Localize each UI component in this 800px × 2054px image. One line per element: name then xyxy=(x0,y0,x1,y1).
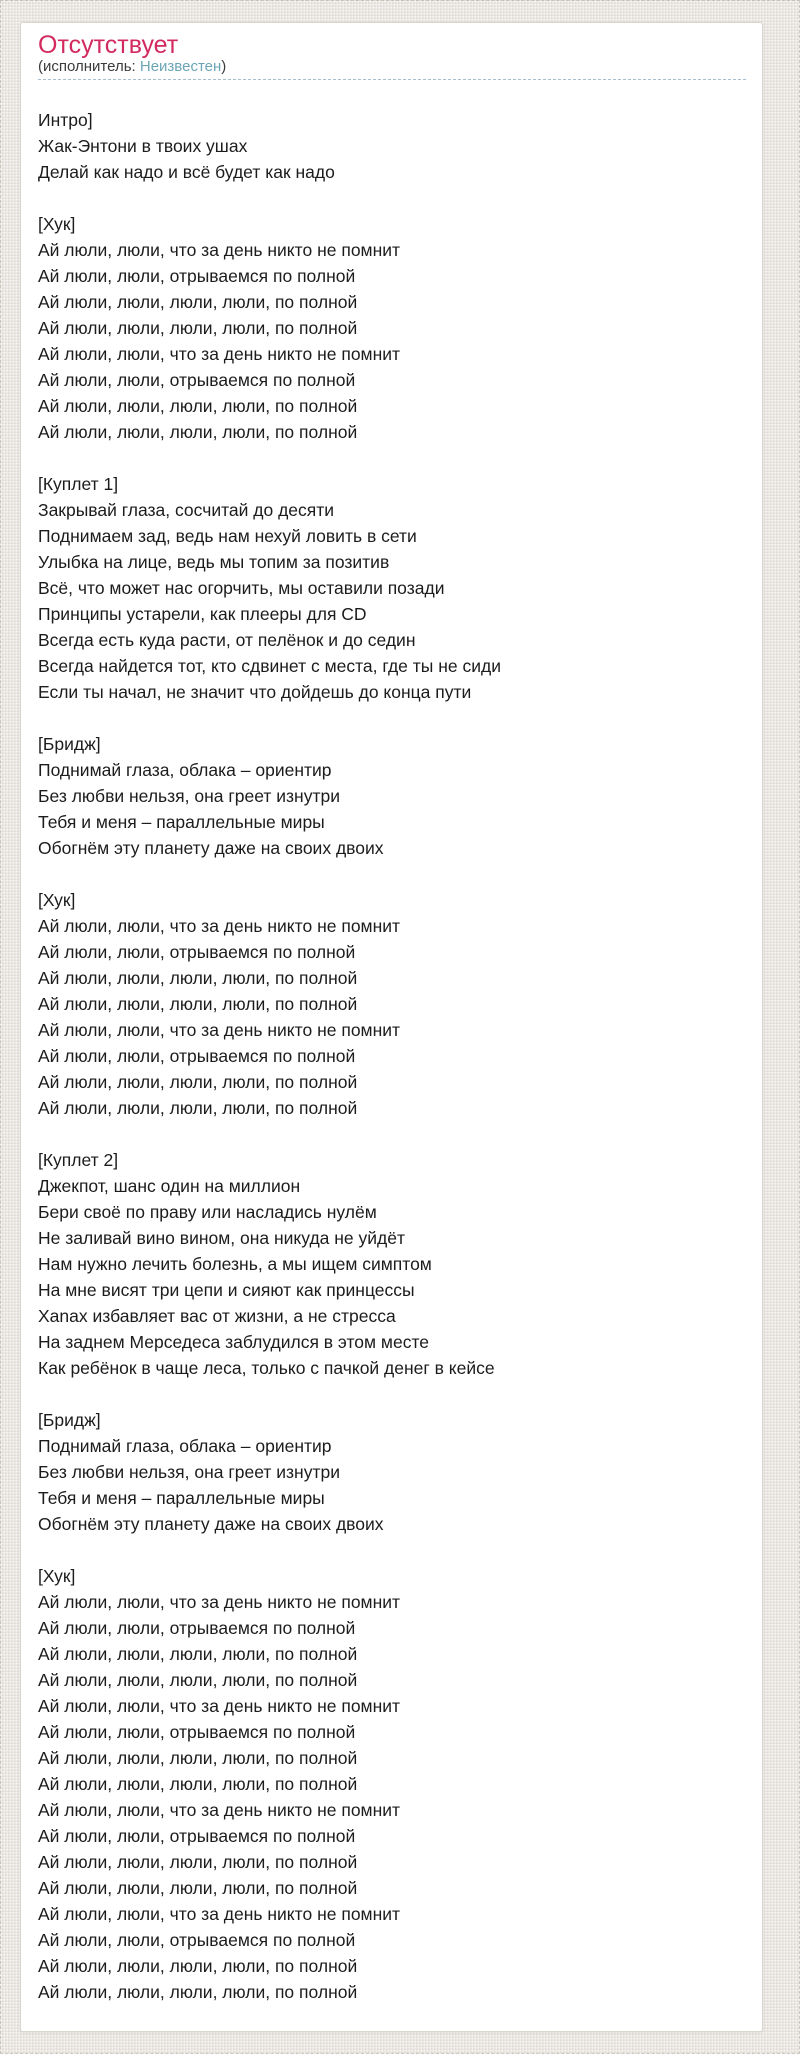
lyric-line: Поднимай глаза, облака – ориентир xyxy=(38,1436,332,1456)
lyric-line: Жак-Энтони в твоих ушах xyxy=(38,136,248,156)
lyric-line: Поднимай глаза, облака – ориентир xyxy=(38,760,332,780)
lyric-line: На мне висят три цепи и сияют как принцессы xyxy=(38,1280,415,1300)
lyric-line: Ай люли, люли, что за день никто не помнит xyxy=(38,1800,401,1820)
lyric-line: Ай люли, люли, отрываемся по полной xyxy=(38,1722,356,1742)
lyric-line: Джекпот, шанс один на миллион xyxy=(38,1176,301,1196)
lyric-line: Ай люли, люли, что за день никто не помнит xyxy=(38,344,401,364)
lyric-line: Ай люли, люли, люли, люли, по полной xyxy=(38,968,358,988)
lyric-line: Не заливай вино вином, она никуда не уйдёт xyxy=(38,1228,406,1248)
lyric-line: Ай люли, люли, люли, люли, по полной xyxy=(38,396,358,416)
lyric-line: Ай люли, люли, люли, люли, по полной xyxy=(38,292,358,312)
section-label: [Бридж] xyxy=(38,734,101,754)
lyric-line: Как ребёнок в чаще леса, только с пачкой денег в кейсе xyxy=(38,1358,495,1378)
lyrics-text xyxy=(38,107,746,2005)
lyric-line: Всегда найдется тот, кто сдвинет с места, где ты не сиди xyxy=(38,656,501,676)
lyric-line: Ай люли, люли, люли, люли, по полной xyxy=(38,1956,358,1976)
lyric-line: Обогнём эту планету даже на своих двоих xyxy=(38,838,384,858)
lyric-line: Ай люли, люли, что за день никто не помнит xyxy=(38,1904,401,1924)
lyric-line: Ай люли, люли, люли, люли, по полной xyxy=(38,1098,358,1118)
lyric-line: Ай люли, люли, отрываемся по полной xyxy=(38,942,356,962)
section-label: [Хук] xyxy=(38,214,76,234)
lyrics-block xyxy=(38,1147,746,1381)
song-title: Отсутствует xyxy=(38,31,179,59)
lyrics-block xyxy=(38,471,746,705)
lyric-line: Ай люли, люли, люли, люли, по полной xyxy=(38,994,358,1014)
lyrics-block xyxy=(38,1407,746,1537)
section-label: [Куплет 2] xyxy=(38,1150,119,1170)
artist-link[interactable]: Неизвестен xyxy=(139,58,222,75)
lyric-line: Ай люли, люли, отрываемся по полной xyxy=(38,370,356,390)
artist-prefix: (исполнитель: xyxy=(38,58,140,75)
lyric-line: Тебя и меня – параллельные миры xyxy=(38,1488,325,1508)
section-label: Интро] xyxy=(38,110,93,130)
lyric-line: Ай люли, люли, люли, люли, по полной xyxy=(38,1748,358,1768)
lyric-line: Ай люли, люли, что за день никто не помнит xyxy=(38,1696,401,1716)
lyric-line: Делай как надо и всё будет как надо xyxy=(38,162,335,182)
section-label: [Хук] xyxy=(38,890,76,910)
lyric-line: Улыбка на лице, ведь мы топим за позитив xyxy=(38,552,390,572)
lyrics-block xyxy=(38,211,746,445)
lyric-line: Xanax избавляет вас от жизни, а не стресса xyxy=(38,1306,396,1326)
lyric-line: Ай люли, люли, люли, люли, по полной xyxy=(38,1644,358,1664)
lyric-line: Без любви нельзя, она греет изнутри xyxy=(38,786,340,806)
lyric-line: Ай люли, люли, отрываемся по полной xyxy=(38,1930,356,1950)
lyric-line: Ай люли, люли, люли, люли, по полной xyxy=(38,1852,358,1872)
lyric-line: Нам нужно лечить болезнь, а мы ищем симптом xyxy=(38,1254,432,1274)
lyric-line: На заднем Мерседеса заблудился в этом месте xyxy=(38,1332,429,1352)
lyric-line: Всё, что может нас огорчить, мы оставили позади xyxy=(38,578,445,598)
lyric-line: Ай люли, люли, люли, люли, по полной xyxy=(38,1982,358,2002)
lyric-line: Ай люли, люли, что за день никто не помнит xyxy=(38,240,401,260)
lyric-line: Ай люли, люли, люли, люли, по полной xyxy=(38,422,358,442)
section-label: [Хук] xyxy=(38,1566,76,1586)
lyric-line: Тебя и меня – параллельные миры xyxy=(38,812,325,832)
lyric-line: Поднимаем зад, ведь нам нехуй ловить в сети xyxy=(38,526,417,546)
section-label: [Куплет 1] xyxy=(38,474,119,494)
lyric-line: Ай люли, люли, люли, люли, по полной xyxy=(38,1774,358,1794)
lyric-line: Ай люли, люли, люли, люли, по полной xyxy=(38,1072,358,1092)
lyric-line: Всегда есть куда расти, от пелёнок и до седин xyxy=(38,630,416,650)
lyric-line: Ай люли, люли, люли, люли, по полной xyxy=(38,318,358,338)
section-label: [Бридж] xyxy=(38,1410,101,1430)
lyrics-block xyxy=(38,1563,746,2005)
lyric-line: Ай люли, люли, отрываемся по полной xyxy=(38,266,356,286)
lyric-line: Ай люли, люли, отрываемся по полной xyxy=(38,1826,356,1846)
lyrics-block xyxy=(38,887,746,1121)
lyric-line: Ай люли, люли, люли, люли, по полной xyxy=(38,1670,358,1690)
lyrics-block xyxy=(38,107,746,185)
lyric-line: Закрывай глаза, сосчитай до десяти xyxy=(38,500,335,520)
artist-suffix: ) xyxy=(221,58,227,75)
artist-line xyxy=(38,58,746,76)
lyric-line: Ай люли, люли, отрываемся по полной xyxy=(38,1046,356,1066)
lyrics-card xyxy=(20,22,763,2032)
lyrics-block xyxy=(38,731,746,861)
lyric-line: Ай люли, люли, что за день никто не помнит xyxy=(38,1592,401,1612)
lyric-line: Без любви нельзя, она греет изнутри xyxy=(38,1462,340,1482)
lyric-line: Бери своё по праву или насладись нулём xyxy=(38,1202,377,1222)
lyric-line: Ай люли, люли, что за день никто не помнит xyxy=(38,916,401,936)
lyric-line: Ай люли, люли, люли, люли, по полной xyxy=(38,1878,358,1898)
lyric-line: Обогнём эту планету даже на своих двоих xyxy=(38,1514,384,1534)
dashed-divider xyxy=(38,79,746,80)
lyric-line: Ай люли, люли, отрываемся по полной xyxy=(38,1618,356,1638)
lyric-line: Ай люли, люли, что за день никто не помнит xyxy=(38,1020,401,1040)
lyric-line: Если ты начал, не значит что дойдешь до конца пути xyxy=(38,682,472,702)
lyric-line: Принципы устарели, как плееры для CD xyxy=(38,604,367,624)
